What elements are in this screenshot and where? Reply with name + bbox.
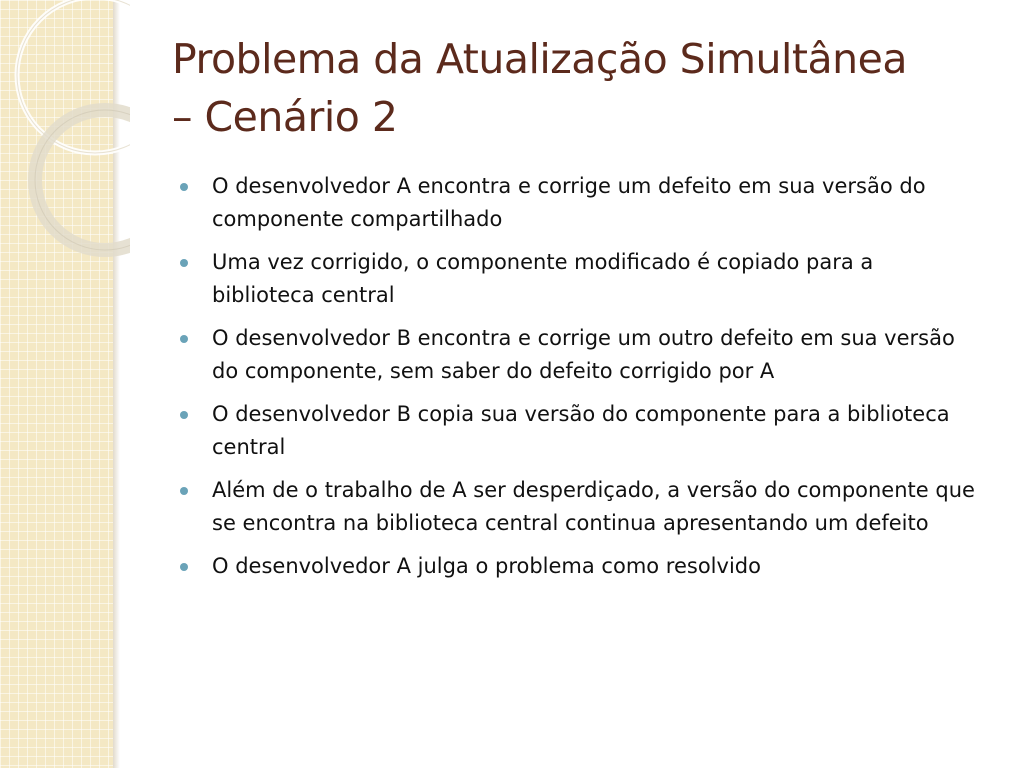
list-item-text: O desenvolvedor A julga o problema como resolvido (212, 554, 761, 578)
page-title (172, 30, 992, 146)
list-item-text: O desenvolvedor B copia sua versão do componente para a biblioteca central (212, 402, 950, 459)
list-item-text: Uma vez corrigido, o componente modificado é copiado para a biblioteca central (212, 250, 874, 307)
list-item-text: Além de o trabalho de A ser desperdiçado, a versão do componente que se encontra na biblioteca central continua apresentando um defeito (212, 478, 975, 535)
title-line-1: Problema da Atualização Simultânea (172, 35, 907, 83)
list-item-text: O desenvolvedor A encontra e corrige um defeito em sua versão do componente compartilhado (212, 174, 926, 231)
list-item (180, 474, 980, 540)
list-item (180, 246, 980, 312)
list-item (180, 398, 980, 464)
list-item (180, 322, 980, 388)
decorative-circles-icon (0, 0, 130, 260)
bullet-icon (180, 335, 188, 343)
bullet-icon (180, 487, 188, 495)
bullet-icon (180, 563, 188, 571)
bullet-list (180, 170, 980, 593)
bullet-icon (180, 259, 188, 267)
list-item-text: O desenvolvedor B encontra e corrige um outro defeito em sua versão do componente, sem saber do defeito corrigido por A (212, 326, 955, 383)
bullet-icon (180, 411, 188, 419)
list-item (180, 550, 980, 583)
bullet-icon (180, 183, 188, 191)
list-item (180, 170, 980, 236)
title-line-2: – Cenário 2 (172, 93, 398, 141)
